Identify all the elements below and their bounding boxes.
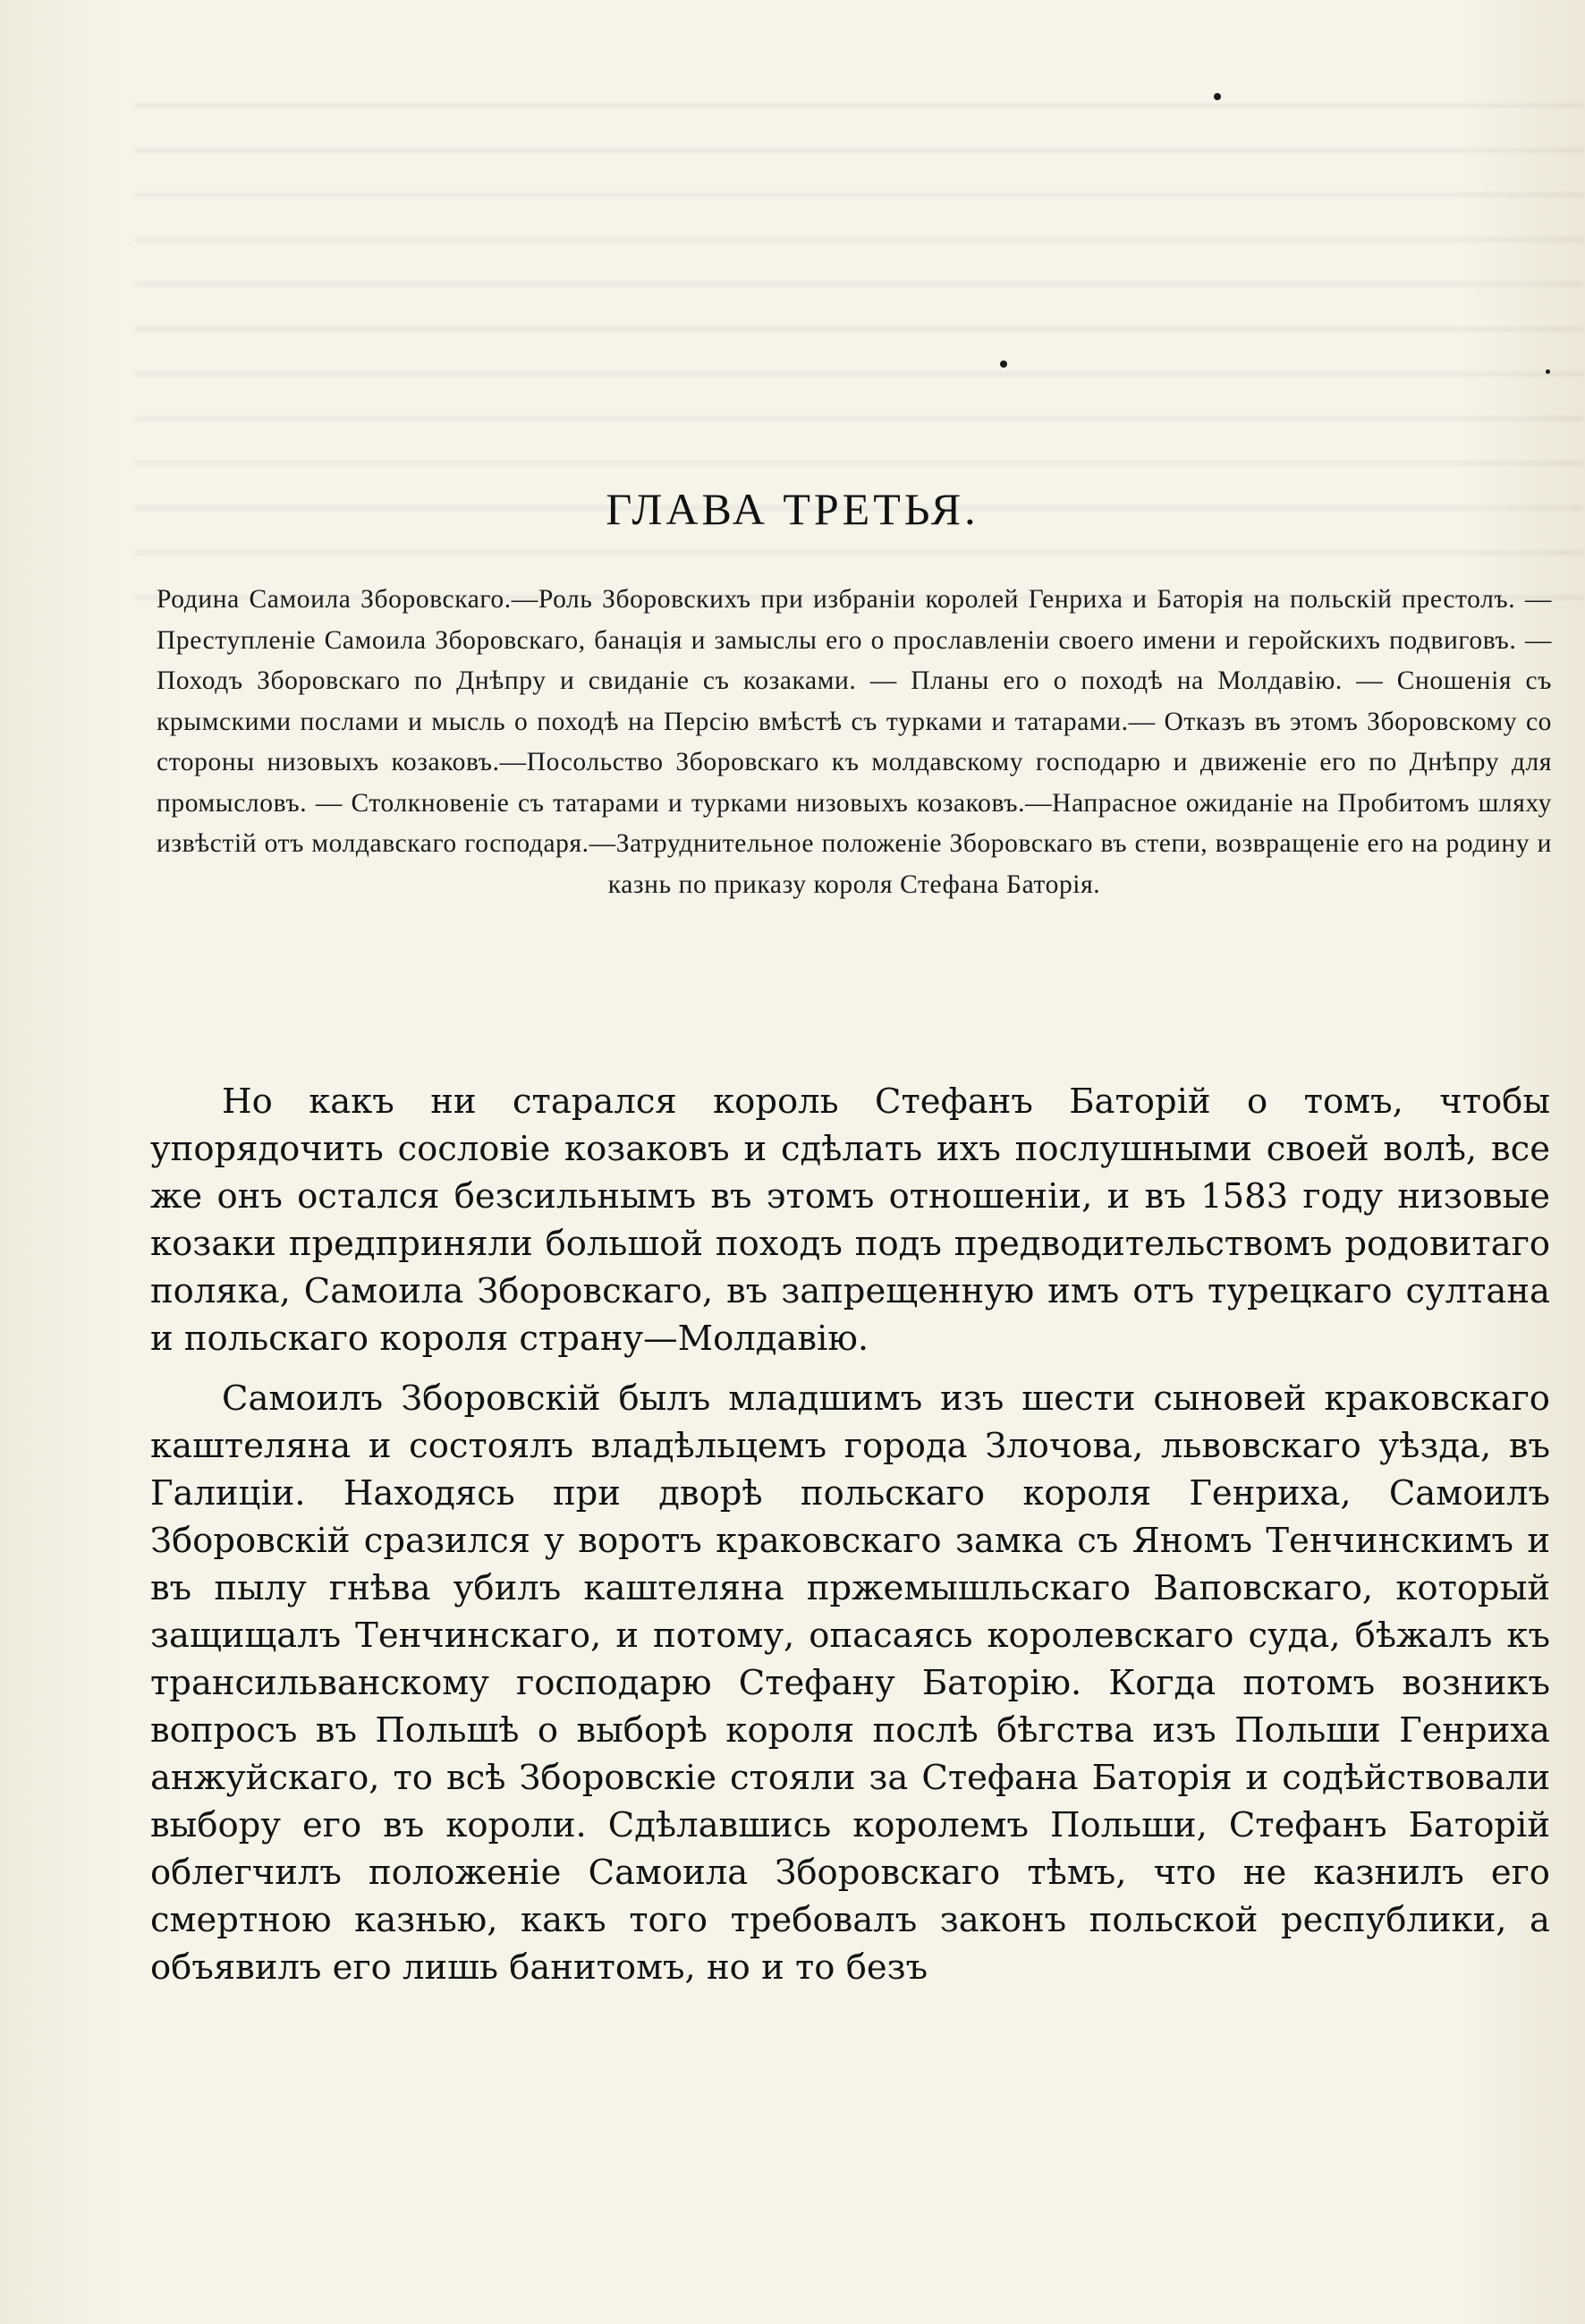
paragraph: Но какъ ни старался король Стефанъ Баторій о томъ, чтобы упорядочить сословіе козаковъ и сдѣлать ихъ послушными своей волѣ, все же онъ остался безсильнымъ въ этомъ отношеніи, и въ 1583 году низовые козаки предприняли большой походъ подъ предводительствомъ родовитаго поляка, Самоила Зборовскаго, въ запрещенную имъ отъ турецкаго султана и польскаго короля страну—Молдавію. xyxy=(150,1081,1550,1359)
print-speck xyxy=(1214,93,1221,100)
print-speck xyxy=(1546,369,1550,374)
body-text xyxy=(150,1078,1550,2004)
chapter-title: ГЛАВА ТРЕТЬЯ. xyxy=(606,484,979,534)
print-speck xyxy=(1000,360,1007,368)
chapter-summary: Родина Самоила Зборовскаго.—Роль Зборовскихъ при избраніи королей Генриха и Баторія на польскій престолъ. — Преступленіе Самоила Зборовскаго, банація и замыслы его о прославленіи своего имени и геройскихъ подвиговъ. — Походъ Зборовскаго по Днѣпру и свиданіе съ козаками. — Планы его о походѣ на Молдавію. — Сношенія съ крымскими послами и мысль о походѣ на Персію вмѣстѣ съ турками и татарами.— Отказъ въ этомъ Зборовскому со стороны низовыхъ козаковъ.—Посольство Зборовскаго къ молдавскому господарю и движеніе его по Днѣпру для промысловъ. — Столкновеніе съ татарами и турками низовыхъ козаковъ.—Напрасное ожиданіе на Пробитомъ шляху извѣстій отъ молдавскаго господаря.—Затруднительное положеніе Зборовскаго въ степи, возвращеніе его на родину и казнь по приказу короля Стефана Баторія. xyxy=(157,585,1552,899)
paragraph: Самоилъ Зборовскій былъ младшимъ изъ шести сыновей краковскаго каштеляна и состоялъ владѣльцемъ города Злочова, львовскаго уѣзда, въ Галиціи. Находясь при дворѣ польскаго короля Генриха, Самоилъ Зборовскій сразился у воротъ краковскаго замка съ Яномъ Тенчинскимъ и въ пылу гнѣва убилъ каштеляна пржемышльскаго Ваповскаго, который защищалъ Тенчинскаго, и потому, опасаясь королевскаго суда, бѣжалъ къ трансильванскому господарю Стефану Баторію. Когда потомъ возникъ вопросъ въ Польшѣ о выборѣ короля послѣ бѣгства изъ Польши Генриха анжуйскаго, то всѣ Зборовскіе стояли за Стефана Баторія и содѣйствовали выбору его въ короли. Сдѣлавшись королемъ Польши, Стефанъ Баторій облегчилъ положеніе Самоила Зборовскаго тѣмъ, что не казнилъ его смертною казнью, какъ того требовалъ законъ польской республики, а объявилъ его лишь банитомъ, но и то безъ xyxy=(150,1378,1550,1988)
